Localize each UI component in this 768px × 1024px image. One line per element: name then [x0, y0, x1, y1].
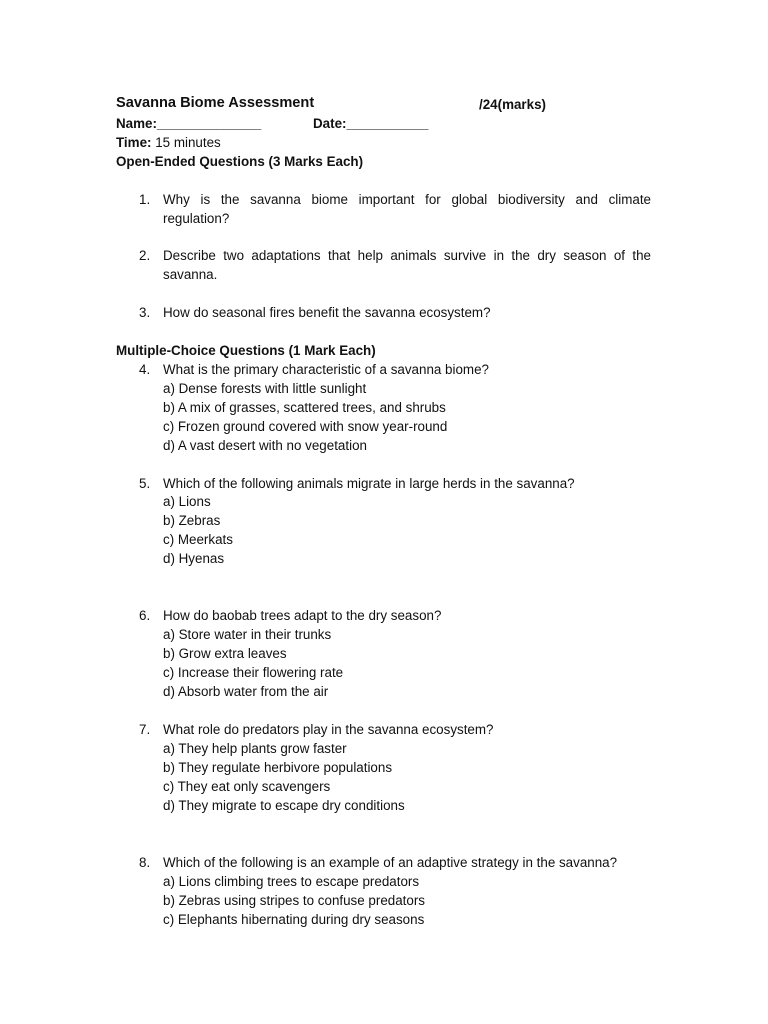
question-text: Which of the following is an example of an adaptive strategy in the savanna?: [163, 855, 618, 870]
multiple-choice-heading: Multiple-Choice Questions (1 Mark Each): [116, 343, 376, 358]
question-number: 5.: [139, 476, 151, 491]
option-a: a) Lions: [163, 494, 211, 509]
option-b: b) Zebras using stripes to confuse predators: [163, 893, 425, 908]
question-text: How do seasonal fires benefit the savanna ecosystem?: [163, 305, 491, 320]
question-text: How do baobab trees adapt to the dry season?: [163, 608, 442, 623]
option-c: c) Meerkats: [163, 532, 233, 547]
question-text: Describe two adaptations that help animals survive in the dry season of the: [163, 248, 651, 263]
name-label: Name:: [116, 116, 157, 131]
option-d: d) They migrate to escape dry conditions: [163, 798, 405, 813]
time-field: [116, 133, 221, 152]
date-field: [313, 114, 428, 133]
date-label: Date:: [313, 116, 347, 131]
option-a: a) They help plants grow faster: [163, 741, 347, 756]
option-a: a) Dense forests with little sunlight: [163, 381, 367, 396]
question-text: Why is the savanna biome important for global biodiversity and climate: [163, 192, 651, 207]
question-text-continued: savanna.: [163, 267, 218, 282]
question-number: 6.: [139, 608, 151, 623]
option-b: b) They regulate herbivore populations: [163, 760, 393, 775]
question-text-continued: regulation?: [163, 211, 230, 226]
question-number: 4.: [139, 362, 151, 377]
question-number: 1.: [139, 192, 151, 207]
total-marks: /24(marks): [479, 97, 546, 112]
question-text: What is the primary characteristic of a savanna biome?: [163, 362, 489, 377]
option-b: b) A mix of grasses, scattered trees, and shrubs: [163, 400, 446, 415]
time-label: Time:: [116, 135, 152, 150]
option-a: a) Store water in their trunks: [163, 627, 332, 642]
name-field: [116, 114, 261, 133]
option-b: b) Grow extra leaves: [163, 646, 287, 661]
option-c: c) They eat only scavengers: [163, 779, 331, 794]
question-number: 2.: [139, 248, 151, 263]
option-d: d) A vast desert with no vegetation: [163, 438, 367, 453]
open-ended-heading: Open-Ended Questions (3 Marks Each): [116, 154, 364, 169]
question-number: 3.: [139, 305, 151, 320]
option-d: d) Hyenas: [163, 551, 225, 566]
option-b: b) Zebras: [163, 513, 221, 528]
option-a: a) Lions climbing trees to escape predators: [163, 874, 420, 889]
option-c: c) Increase their flowering rate: [163, 665, 344, 680]
page-title: Savanna Biome Assessment: [116, 95, 315, 111]
option-c: c) Elephants hibernating during dry seasons: [163, 912, 425, 927]
question-number: 8.: [139, 855, 151, 870]
question-text: Which of the following animals migrate in large herds in the savanna?: [163, 476, 575, 491]
name-blank: ______________: [156, 116, 262, 131]
time-value: 15 minutes: [151, 135, 221, 150]
question-number: 7.: [139, 722, 151, 737]
option-c: c) Frozen ground covered with snow year-round: [163, 419, 448, 434]
date-blank: ___________: [346, 116, 429, 131]
question-text: What role do predators play in the savanna ecosystem?: [163, 722, 494, 737]
option-d: d) Absorb water from the air: [163, 684, 329, 699]
